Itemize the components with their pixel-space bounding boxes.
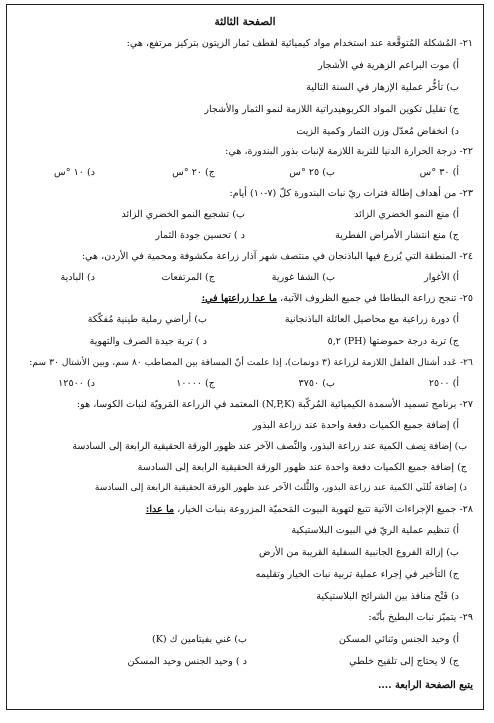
q24-option-b: ب) الشفا غورية: [271, 272, 335, 283]
q24-option-a: أ) الأغوار: [424, 272, 459, 283]
q26-option-b: ب) ٣٧٥٠: [298, 378, 335, 389]
q28-stem-text: ٢٨- جميع الإجراءات الآتية تتبع لتهوية البيوت المَحميّة المزروعة بنبات الخيار،: [174, 504, 473, 515]
q29-option-d: د ) وحيد الجنس وحيد المسكن: [127, 656, 247, 667]
q24-option-d: د) البادية: [60, 272, 95, 283]
q22-option-d: د) ١٠ °س: [54, 167, 95, 178]
q26-option-d: د) ١٢٥٠٠: [58, 378, 95, 389]
q22-option-b: ب) ٢٥ °س: [289, 167, 335, 178]
q25-exception-mark: ما عدا زراعتها في:: [201, 293, 278, 304]
q28-option-a: أ) تنظيم عملية الريّ في البيوت البلاستيكية: [291, 525, 459, 536]
q28-exception-mark: ما عدا:: [145, 504, 175, 515]
q21-option-b: ب) تأخُّر عملية الإزهار في السنة التالية: [306, 82, 459, 93]
exam-page: [6, 4, 484, 710]
q29-option-c: ج) لا يحتاج إلى تلقيح خلطي: [349, 656, 459, 667]
q28-option-d: د) فَتْح منافذ بين الشرائح البلاستيكية: [316, 591, 459, 602]
question-21-stem: ٢١- المُشكلة المُتوقَّعة عند استخدام مواد كيميائية لقطف ثمار الزيتون بتركيز مرتفع، هي:: [126, 38, 473, 49]
q26-option-c: ج) ١٠٠٠٠: [176, 378, 215, 389]
continue-note: يتبع الصفحة الرابعة ....: [377, 680, 473, 691]
q25-option-c: ج) تربة درجة حموضتها (PH) ٥,٢: [327, 336, 459, 347]
q25-stem-text: ٢٥- تنجح زراعة البطاطا في جميع الظروف الآتية،: [277, 293, 473, 304]
question-26-stem: ٢٦- عَدد أشتال الفلفل اللازمة لزراعة (٣ دونمات)، إذا علمت أنّ المسافة بين المصاطب ٨٠ سم، وبين الأشتال ٣٠ سم:: [29, 357, 473, 368]
q21-option-d: د) انخفاض مُعدّل وزن الثمار وكمية الزيت: [296, 126, 459, 137]
question-24-stem: ٢٤- المنطقة التي يُزرع فيها الباذنجان في منتصف شهر آذار زراعة مكشوفة ومحمية في الأردن، هي:: [81, 251, 473, 262]
q25-option-b: ب) أراضي رملية طينية مُفكّكة: [87, 314, 207, 325]
q29-option-a: أ) وحيد الجنس وثنائي المسكن: [338, 634, 459, 645]
q23-option-d: د ) تحسين جودة الثمار: [155, 230, 245, 241]
q26-option-a: أ) ٢٥٠٠: [428, 378, 459, 389]
q21-option-c: ج) تقليل تكوين المواد الكربوهيدراتية اللازمة لنمو الثمار والأشجار: [204, 104, 459, 115]
question-27-stem: ٢٧- برنامج تسميد الأسمدة الكيميائية المُركّبة (N,P,K) المعتمد في الزراعة المَرويّة لنبات الكوسا، هو:: [76, 399, 473, 410]
q22-option-a: أ) ٣٠ °س: [419, 167, 459, 178]
q23-option-a: أ) منع النمو الخضري الزائد: [354, 209, 459, 220]
question-23-stem: ٢٣- من أهداف إطالة فترات ريّ نبات البندورة كلّ (٧-١٠) أيام:: [229, 188, 473, 199]
q27-option-c: ج) إضافة جميع الكميات دفعة واحدة عند ظهور الورقة الحقيقية الرابعة إلى السادسة: [137, 462, 467, 473]
q24-option-c: ج) المرتفعات: [161, 272, 215, 283]
q29-option-b: ب) غني بفيتامين ك (K): [151, 634, 247, 645]
question-22-stem: ٢٢- درجة الحرارة الدنيا للتربة اللازمة لإنبات بذور البندورة، هي:: [225, 146, 473, 157]
q28-option-b: ب) إزالة الفروع الجانبية السفلية القريبة من الأرض: [258, 547, 459, 558]
page-title: الصفحة الثالثة: [214, 16, 276, 28]
q22-option-c: ج) ٢٠ °س: [172, 167, 215, 178]
q25-option-d: د ) تربة جيدة الصرف والتهوية: [89, 336, 207, 347]
q27-option-a: أ) إضافة جميع الكميات دفعة واحدة عند زراعة البذور: [252, 420, 459, 431]
question-28-stem: [15, 505, 473, 515]
q27-option-b: ب) إضافة نِصف الكمية عند زراعة البذور، والنِّصف الآخر عند ظهور الورقة الحقيقية الرابعة إلى السادسة: [72, 441, 467, 452]
q25-option-a: أ) دورة زراعية مع محاصيل العائلة الباذنجانية: [284, 314, 459, 325]
q23-option-b: ب) تشجيع النمو الخضري الزائد: [121, 209, 245, 220]
q21-option-a: أ) موت البراعم الزهرية في الأشجار: [318, 60, 459, 71]
q27-option-d: د) إضافة ثُلثَي الكمية عند زراعة البذور، والثُّلث الآخر عند ظهور الورقة الحقيقية الرابعة إلى السادسة: [94, 483, 467, 493]
question-29-stem: ٢٩- يتميّز نبات البطيخ بأنّه:: [368, 612, 473, 623]
q28-option-c: ج) التأخير في إجراء عملية تربية نبات الخيار وتقليمه: [255, 569, 459, 580]
question-25-stem: [15, 294, 473, 304]
q23-option-c: ج) منع انتشار الأمراض الفطرية: [335, 230, 459, 241]
